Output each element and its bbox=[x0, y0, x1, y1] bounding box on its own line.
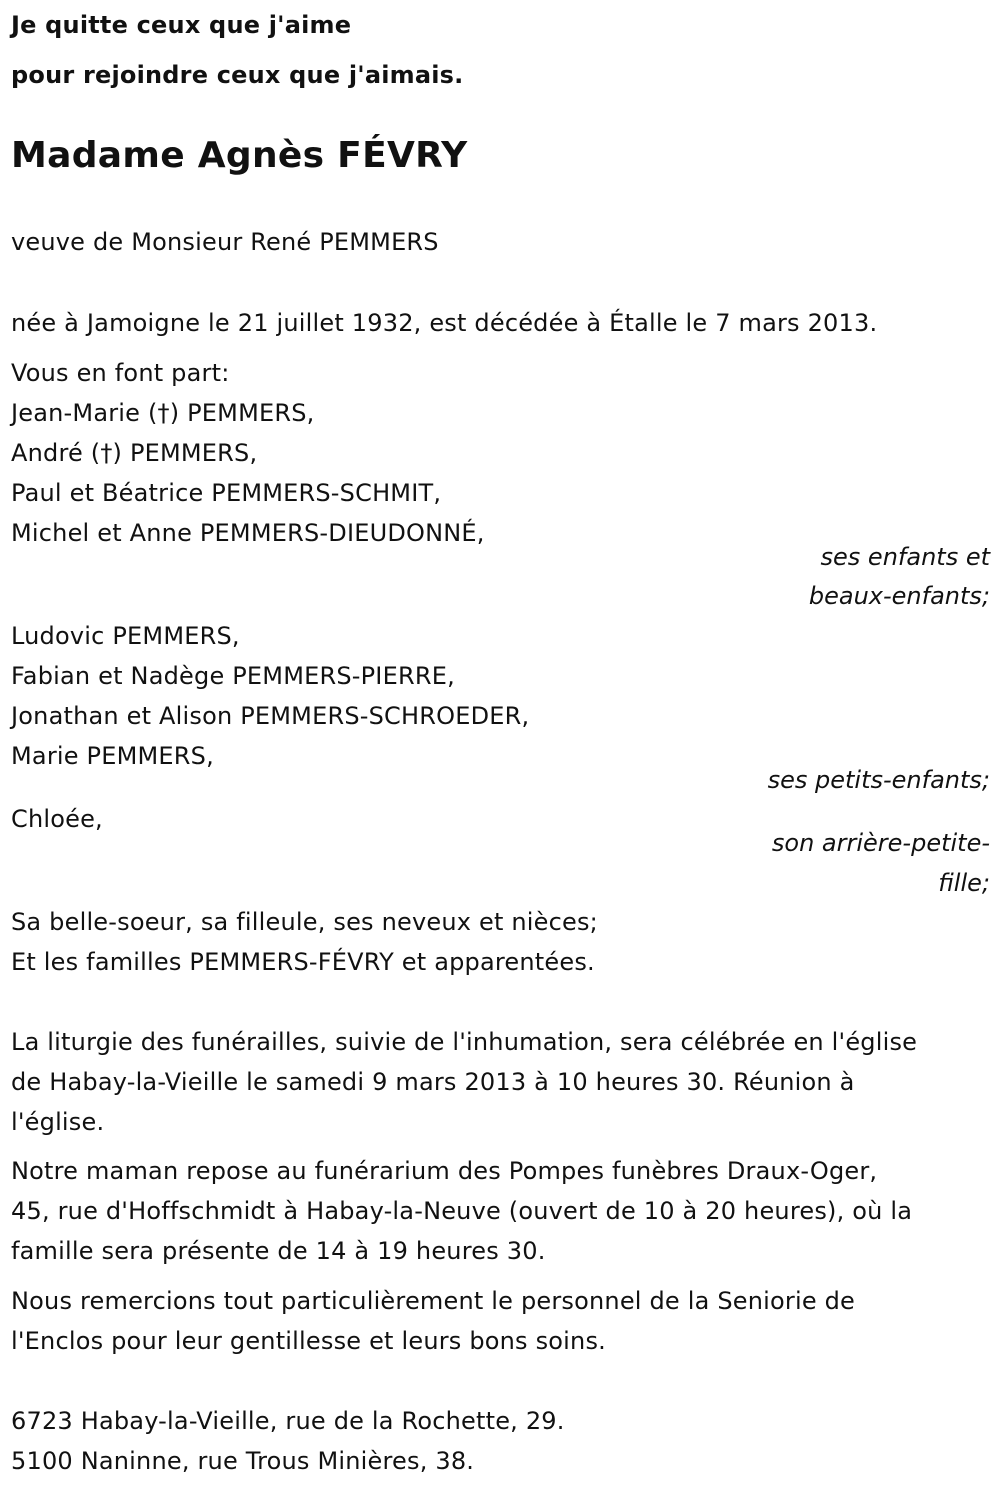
children-role: beaux-enfants; bbox=[808, 582, 990, 610]
address-line: 6723 Habay-la-Vieille, rue de la Rochette, 29. bbox=[11, 1407, 565, 1435]
spouse-line: veuve de Monsieur René PEMMERS bbox=[11, 228, 439, 256]
epigraph-line: pour rejoindre ceux que j'aimais. bbox=[11, 61, 464, 89]
great-grandchild: Chloée, bbox=[11, 805, 103, 833]
paragraph-line: l'église. bbox=[11, 1108, 105, 1136]
announcement-intro: Vous en font part: bbox=[11, 359, 230, 387]
other-family-line: Et les familles PEMMERS-FÉVRY et apparentées. bbox=[11, 948, 595, 976]
list-item: Ludovic PEMMERS, bbox=[11, 622, 240, 650]
great-grandchild-role: fille; bbox=[938, 869, 990, 897]
paragraph-line: l'Enclos pour leur gentillesse et leurs bons soins. bbox=[11, 1327, 606, 1355]
great-grandchild-role: son arrière-petite- bbox=[771, 829, 990, 857]
list-item: André (†) PEMMERS, bbox=[11, 439, 258, 467]
list-item: Jean-Marie (†) PEMMERS, bbox=[11, 399, 315, 427]
list-item: Marie PEMMERS, bbox=[11, 742, 214, 770]
deceased-name: Madame Agnès FÉVRY bbox=[11, 135, 468, 176]
list-item: Jonathan et Alison PEMMERS-SCHROEDER, bbox=[11, 702, 530, 730]
grandchildren-role: ses petits-enfants; bbox=[767, 766, 990, 794]
paragraph-line: La liturgie des funérailles, suivie de l'inhumation, sera célébrée en l'église bbox=[11, 1028, 918, 1056]
list-item: Fabian et Nadège PEMMERS-PIERRE, bbox=[11, 662, 455, 690]
paragraph-line: Nous remercions tout particulièrement le personnel de la Seniorie de bbox=[11, 1287, 856, 1315]
paragraph-line: Notre maman repose au funérarium des Pompes funèbres Draux-Oger, bbox=[11, 1157, 878, 1185]
list-item: Paul et Béatrice PEMMERS-SCHMIT, bbox=[11, 479, 442, 507]
other-family-line: Sa belle-soeur, sa filleule, ses neveux et nièces; bbox=[11, 908, 598, 936]
children-role: ses enfants et bbox=[820, 543, 990, 571]
birth-death-line: née à Jamoigne le 21 juillet 1932, est décédée à Étalle le 7 mars 2013. bbox=[11, 309, 878, 337]
paragraph-line: famille sera présente de 14 à 19 heures 30. bbox=[11, 1237, 546, 1265]
paragraph-line: de Habay-la-Vieille le samedi 9 mars 2013 à 10 heures 30. Réunion à bbox=[11, 1068, 855, 1096]
address-line: 5100 Naninne, rue Trous Minières, 38. bbox=[11, 1447, 475, 1475]
paragraph-line: 45, rue d'Hoffschmidt à Habay-la-Neuve (ouvert de 10 à 20 heures), où la bbox=[11, 1197, 913, 1225]
list-item: Michel et Anne PEMMERS-DIEUDONNÉ, bbox=[11, 519, 485, 547]
epigraph-line: Je quitte ceux que j'aime bbox=[11, 11, 352, 39]
